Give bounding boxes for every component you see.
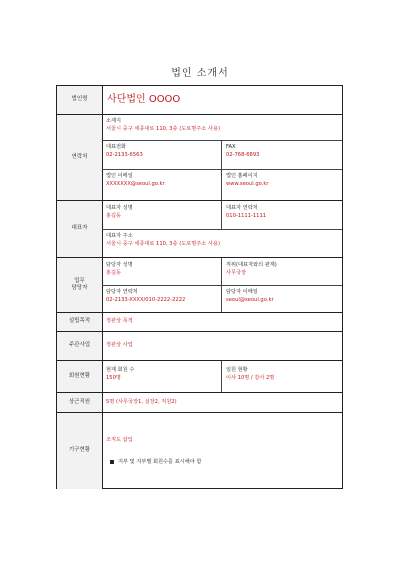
email-cell <box>106 173 165 188</box>
homepage-cell <box>226 173 269 188</box>
address-label: 소재지 <box>106 118 122 124</box>
homepage-value: www.seoul.go.kr <box>226 180 269 187</box>
divider <box>221 201 222 229</box>
mgr-position-label: 직위(대표자와의 관계) <box>226 262 277 268</box>
rep-address-value: 서울시 중구 세종대로 110, 3층 (도로명주소 사용) <box>106 240 220 247</box>
label-purpose: 설립목적 <box>57 313 103 331</box>
mgr-email-label: 담당자 이메일 <box>226 289 258 295</box>
members-officers-cell <box>226 367 274 382</box>
members-current-value: 150명 <box>106 374 121 381</box>
rep-phone-value: 010-1111-1111 <box>226 212 267 219</box>
mgr-phone-value: 02-2133-XXXX/010-2222-2222 <box>106 296 186 303</box>
row-staff <box>57 392 342 412</box>
rep-address-cell <box>106 233 220 248</box>
divider <box>102 169 342 170</box>
rep-phone-label: 대표자 연락처 <box>226 205 258 211</box>
mgr-phone-label: 담당자 연락처 <box>106 289 138 295</box>
row-business <box>57 331 342 360</box>
email-value: XXXXXXX@seoul.go.kr <box>106 180 165 187</box>
divider <box>102 229 342 230</box>
mgr-position-value: 사무국장 <box>226 269 247 276</box>
mgr-email-cell <box>226 289 274 304</box>
document-title: 법인 소개서 <box>171 68 229 79</box>
mgr-name-cell <box>106 262 133 277</box>
label-representative: 대표자 <box>57 201 103 257</box>
mgr-name-value: 홍길동 <box>106 269 122 276</box>
row-members <box>57 360 342 392</box>
row-manager <box>57 257 342 312</box>
row-corp-name <box>57 86 342 114</box>
mgr-position-cell <box>226 262 277 277</box>
label-org: 기구현황 <box>57 413 103 489</box>
rep-phone-cell <box>226 205 266 220</box>
members-officers-label: 임원 현황 <box>226 367 248 373</box>
mgr-name-label: 담당자 성명 <box>106 262 133 268</box>
homepage-label: 법인 홈페이지 <box>226 173 258 179</box>
rep-name-value: 홍길동 <box>106 212 122 219</box>
label-business: 주관사업 <box>57 332 103 360</box>
fax-cell <box>226 144 259 159</box>
rep-address-label: 대표자 주소 <box>106 233 133 239</box>
corporation-form <box>56 85 343 489</box>
divider <box>102 140 342 141</box>
staff-value: 5명 (사무국장1, 실장2, 직원2) <box>106 399 177 405</box>
mgr-phone-cell <box>106 289 185 304</box>
members-officers-value: 이사 10명 / 감사 2명 <box>226 374 275 381</box>
label-manager: 업무 담당자 <box>57 258 103 312</box>
org-note <box>110 458 201 465</box>
label-contact: 연락처 <box>57 115 103 200</box>
address-cell <box>106 118 220 133</box>
phone-value: 02-2133-6563 <box>106 151 143 158</box>
row-representative <box>57 200 342 257</box>
row-purpose <box>57 312 342 331</box>
label-corp-name: 법인명 <box>57 86 103 114</box>
purpose-value: 정관상 목적 <box>106 318 133 324</box>
phone-label: 대표전화 <box>106 144 127 150</box>
label-members: 회원현황 <box>57 361 103 392</box>
divider <box>102 285 342 286</box>
corp-name-value: 사단법인 OOOO <box>107 94 181 105</box>
divider <box>221 361 222 392</box>
rep-name-label: 대표자 성명 <box>106 205 133 211</box>
business-value: 정관상 사업 <box>106 342 133 348</box>
phone-cell <box>106 144 143 159</box>
divider <box>221 140 222 200</box>
square-bullet-icon <box>110 460 114 464</box>
email-label: 법인 이메일 <box>106 173 133 179</box>
fax-value: 02-768-6893 <box>226 151 260 158</box>
members-current-cell <box>106 367 134 382</box>
address-value: 서울시 중구 세종대로 110, 3층 (도로명주소 사용) <box>106 125 220 132</box>
org-value: 조직도 삽입 <box>106 437 133 443</box>
row-org <box>57 412 342 489</box>
rep-name-cell <box>106 205 133 220</box>
row-contact <box>57 114 342 200</box>
org-note-text: 지부 및 지부별 회원수를 표시해야 함 <box>118 459 202 465</box>
divider <box>221 258 222 312</box>
label-staff: 상근직원 <box>57 393 103 412</box>
mgr-email-value: seoul@seoul.go.kr <box>226 296 274 303</box>
fax-label: FAX <box>226 144 236 150</box>
members-current-label: 현재 회원 수 <box>106 367 135 373</box>
